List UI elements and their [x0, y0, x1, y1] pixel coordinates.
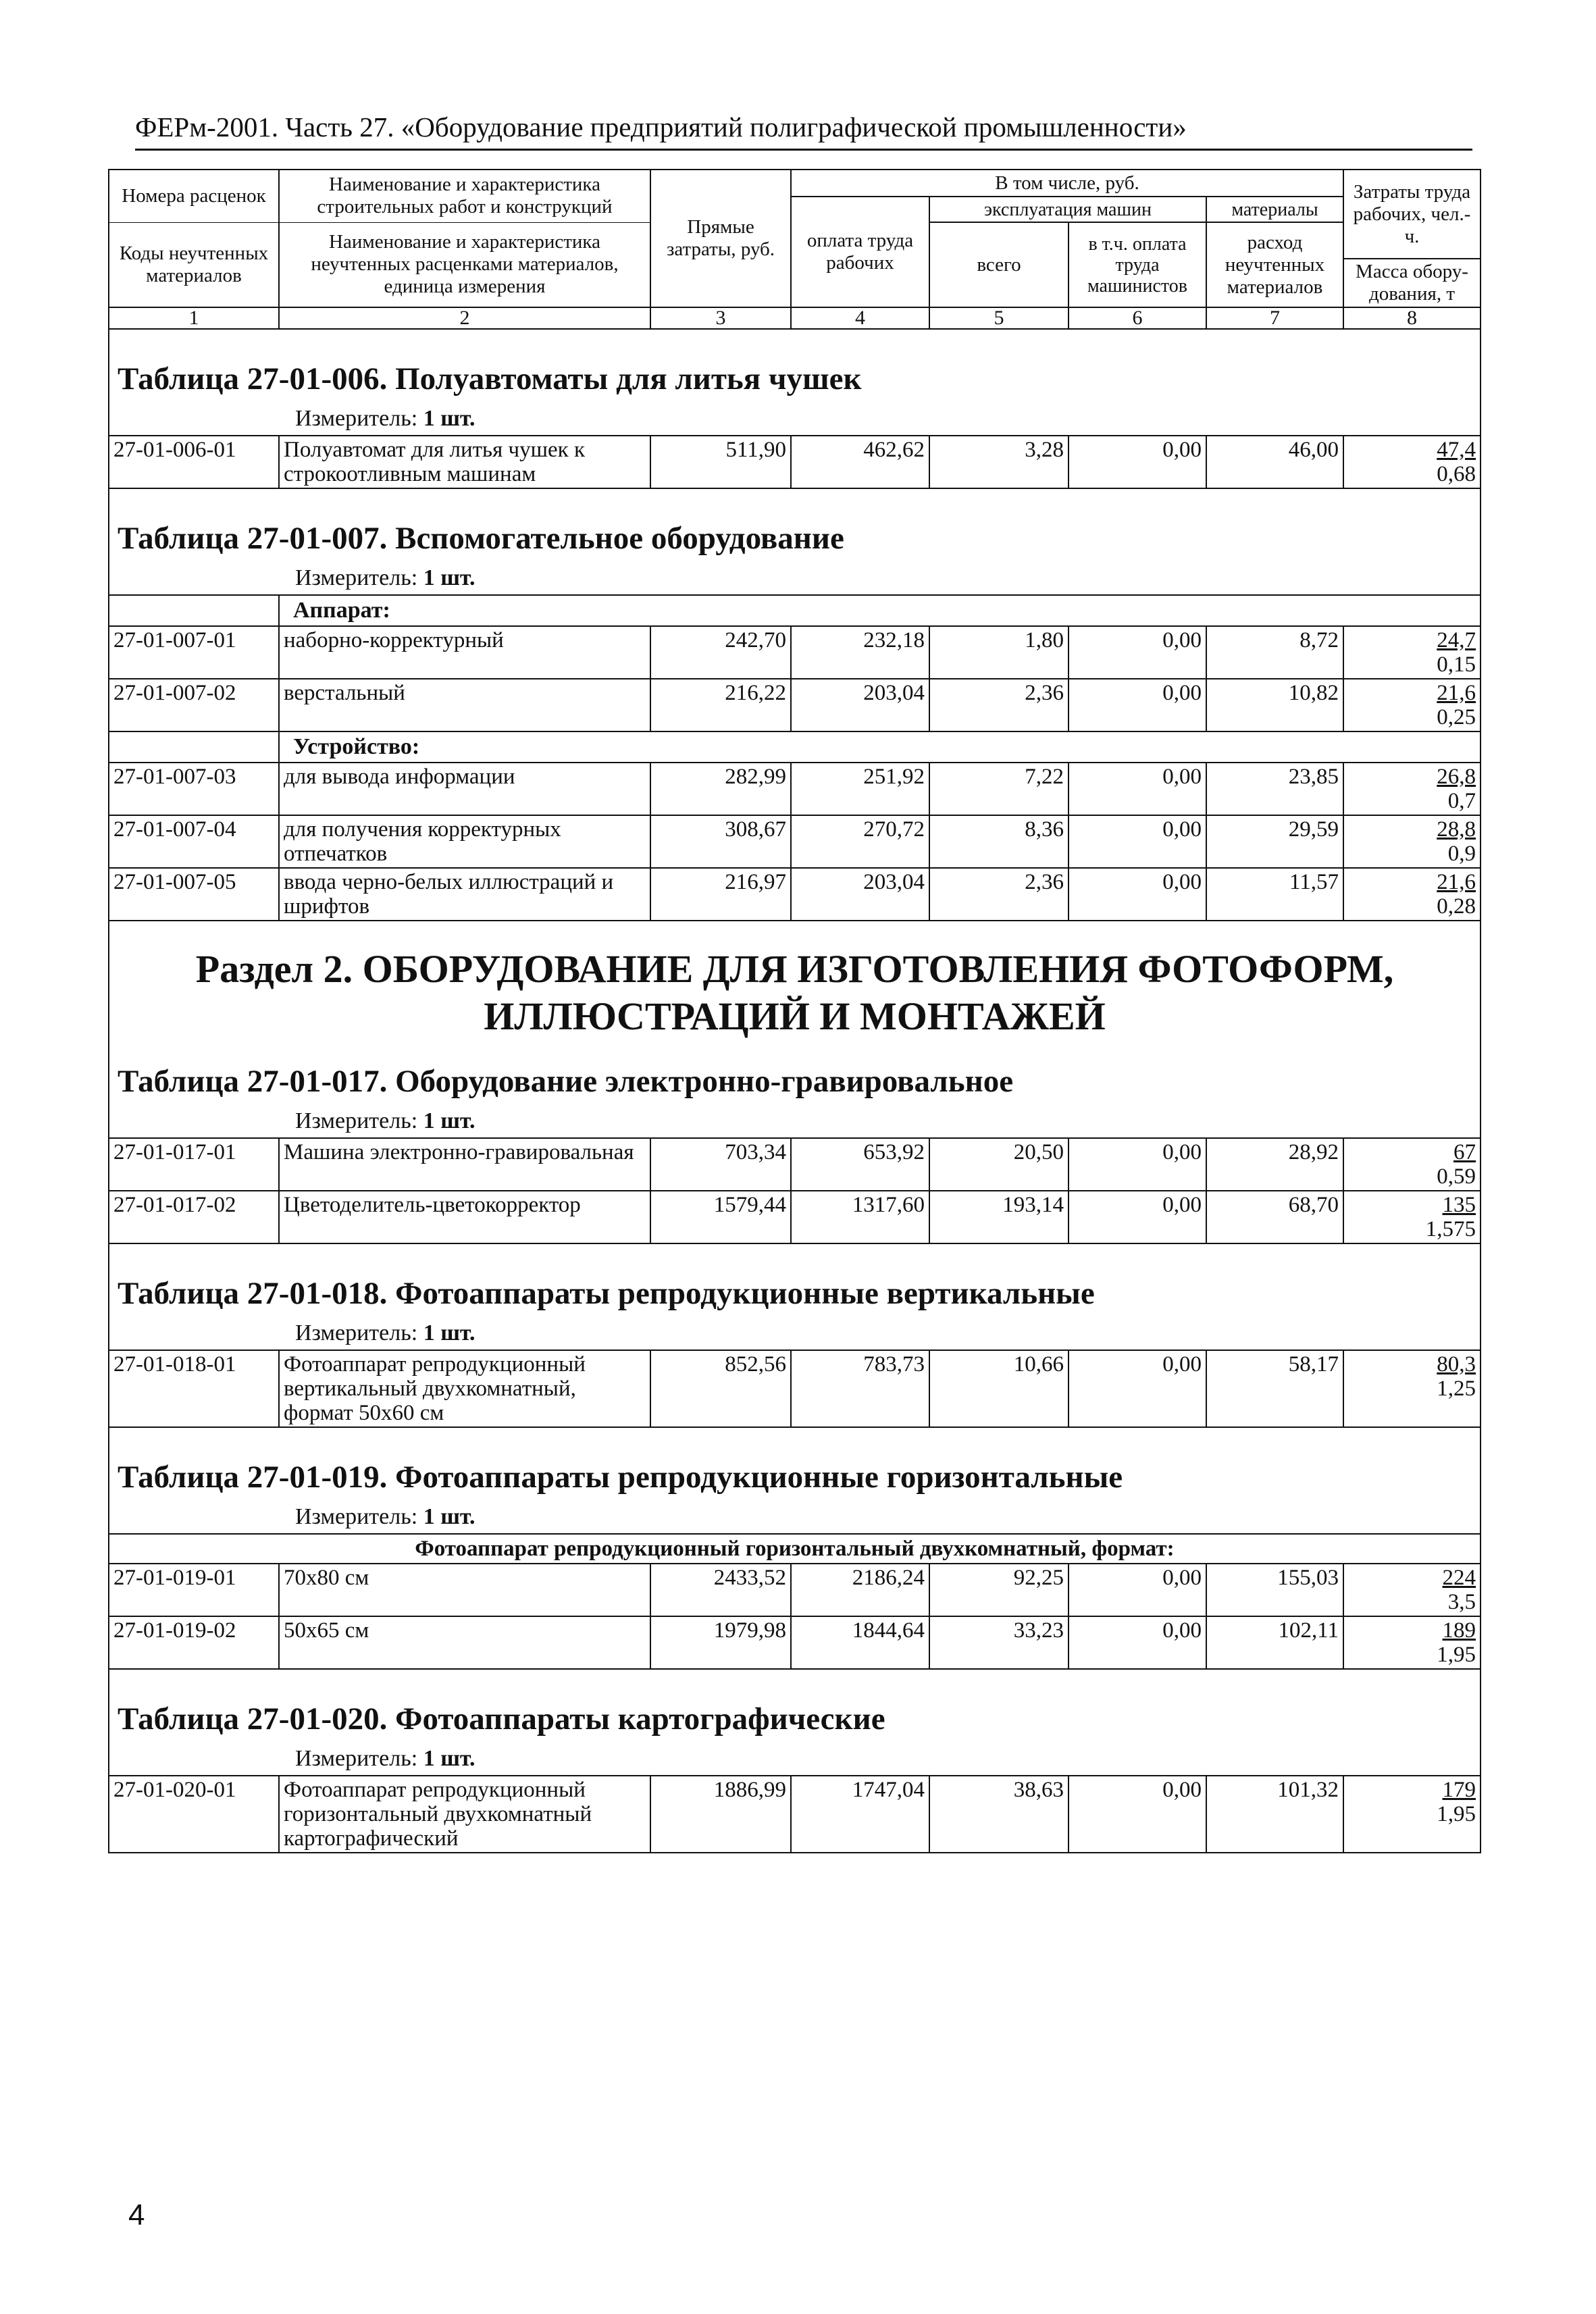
- rate-code: 27-01-007-02: [109, 679, 279, 731]
- labor-pay: 270,72: [791, 815, 929, 868]
- header-labor-hours: Затраты труда рабочих, чел.-ч.: [1343, 170, 1481, 259]
- labor-pay: 1747,04: [791, 1776, 929, 1853]
- header-labor-pay: оплата труда рабочих: [791, 197, 929, 307]
- table-title-019: Таблица 27-01-019. Фотоаппараты репродукционные горизонтальные: [109, 1427, 1481, 1503]
- machine-total: 3,28: [929, 436, 1069, 488]
- machinist-pay: 0,00: [1069, 1564, 1206, 1616]
- rate-code: 27-01-019-02: [109, 1616, 279, 1669]
- table-row: [109, 436, 1481, 488]
- machine-total: 1,80: [929, 626, 1069, 679]
- header-equipment-mass: Масса обору-дования, т: [1343, 259, 1481, 307]
- table-row: [109, 1350, 1481, 1427]
- machinist-pay: 0,00: [1069, 626, 1206, 679]
- machinist-pay: 0,00: [1069, 1776, 1206, 1853]
- materials-use: 101,32: [1206, 1776, 1343, 1853]
- header-work-name: Наименование и характеристика строительных работ и конструкций: [279, 170, 650, 222]
- labor-pay: 783,73: [791, 1350, 929, 1427]
- materials-use: 102,11: [1206, 1616, 1343, 1669]
- machine-total: 8,36: [929, 815, 1069, 868]
- measure-020: Измеритель: 1 шт.: [109, 1745, 1481, 1776]
- labor-pay: 1317,60: [791, 1191, 929, 1243]
- labor-pay: 203,04: [791, 679, 929, 731]
- header-material-codes: Коды неучтенных материалов: [109, 222, 279, 307]
- rate-code: 27-01-019-01: [109, 1564, 279, 1616]
- labor-hours-mass: 135 1,575: [1343, 1191, 1481, 1243]
- rate-code: 27-01-007-03: [109, 763, 279, 815]
- labor-pay: 203,04: [791, 868, 929, 921]
- rate-code: 27-01-018-01: [109, 1350, 279, 1427]
- work-name: Фотоаппарат репродукционный горизонтальный двухкомнатный картографический: [279, 1776, 650, 1853]
- machinist-pay: 0,00: [1069, 1350, 1206, 1427]
- col-number: 4: [791, 307, 929, 329]
- rate-code: 27-01-007-01: [109, 626, 279, 679]
- labor-hours-mass: 224 3,5: [1343, 1564, 1481, 1616]
- work-name: для вывода информации: [279, 763, 650, 815]
- header-materials-use: расход неучтенных материалов: [1206, 222, 1343, 307]
- direct-costs: 216,22: [650, 679, 791, 731]
- materials-use: 29,59: [1206, 815, 1343, 868]
- header-direct-costs: Прямые затраты, руб.: [650, 170, 791, 307]
- work-name: 50x65 см: [279, 1616, 650, 1669]
- table-row: [109, 1616, 1481, 1669]
- work-name: ввода черно-белых иллюстраций и шрифтов: [279, 868, 650, 921]
- labor-hours-mass: 80,3 1,25: [1343, 1350, 1481, 1427]
- header-material-name: Наименование и характеристика неучтенных расценками материалов, единица измерения: [279, 222, 650, 307]
- table-title-020: Таблица 27-01-020. Фотоаппараты картографические: [109, 1669, 1481, 1745]
- machine-total: 20,50: [929, 1138, 1069, 1191]
- labor-hours-mass: 21,6 0,25: [1343, 679, 1481, 731]
- measure-006: Измеритель: 1 шт.: [109, 405, 1481, 436]
- materials-use: 8,72: [1206, 626, 1343, 679]
- work-name: Фотоаппарат репродукционный вертикальный двухкомнатный, формат 50x60 см: [279, 1350, 650, 1427]
- col-number: 3: [650, 307, 791, 329]
- materials-use: 23,85: [1206, 763, 1343, 815]
- machinist-pay: 0,00: [1069, 763, 1206, 815]
- rates-table: [108, 169, 1481, 1853]
- rate-code: 27-01-017-01: [109, 1138, 279, 1191]
- direct-costs: 1579,44: [650, 1191, 791, 1243]
- direct-costs: 216,97: [650, 868, 791, 921]
- materials-use: 10,82: [1206, 679, 1343, 731]
- direct-costs: 2433,52: [650, 1564, 791, 1616]
- table-row: [109, 763, 1481, 815]
- machine-total: 33,23: [929, 1616, 1069, 1669]
- machine-total: 2,36: [929, 679, 1069, 731]
- table-title-017: Таблица 27-01-017. Оборудование электронно-гравировальное: [109, 1052, 1481, 1108]
- measure-007: Измеритель: 1 шт.: [109, 565, 1481, 595]
- machinist-pay: 0,00: [1069, 815, 1206, 868]
- rate-code: 27-01-017-02: [109, 1191, 279, 1243]
- col-number: 8: [1343, 307, 1481, 329]
- materials-use: 58,17: [1206, 1350, 1343, 1427]
- table-row: [109, 679, 1481, 731]
- labor-hours-mass: 21,6 0,28: [1343, 868, 1481, 921]
- labor-hours-mass: 24,7 0,15: [1343, 626, 1481, 679]
- machinist-pay: 0,00: [1069, 436, 1206, 488]
- table-row: [109, 1564, 1481, 1616]
- work-name: 70x80 см: [279, 1564, 650, 1616]
- work-name: Цветоделитель-цветокорректор: [279, 1191, 650, 1243]
- direct-costs: 852,56: [650, 1350, 791, 1427]
- table-title-018: Таблица 27-01-018. Фотоаппараты репродукционные вертикальные: [109, 1243, 1481, 1320]
- machinist-pay: 0,00: [1069, 1616, 1206, 1669]
- labor-hours-mass: 47,4 0,68: [1343, 436, 1481, 488]
- direct-costs: 242,70: [650, 626, 791, 679]
- machinist-pay: 0,00: [1069, 1138, 1206, 1191]
- col-number: 7: [1206, 307, 1343, 329]
- direct-costs: 703,34: [650, 1138, 791, 1191]
- machinist-pay: 0,00: [1069, 679, 1206, 731]
- labor-pay: 462,62: [791, 436, 929, 488]
- group-label-device: Устройство:: [279, 731, 1481, 763]
- machine-total: 38,63: [929, 1776, 1069, 1853]
- page-number: 4: [128, 2199, 145, 2232]
- table-row: [109, 868, 1481, 921]
- table-row: [109, 1776, 1481, 1853]
- labor-pay: 2186,24: [791, 1564, 929, 1616]
- group-blank: [109, 595, 279, 626]
- col-number: 1: [109, 307, 279, 329]
- table-row: [109, 815, 1481, 868]
- machinist-pay: 0,00: [1069, 868, 1206, 921]
- materials-use: 28,92: [1206, 1138, 1343, 1191]
- direct-costs: 1886,99: [650, 1776, 791, 1853]
- labor-pay: 653,92: [791, 1138, 929, 1191]
- work-name: для получения корректурных отпечатков: [279, 815, 650, 868]
- rate-code: 27-01-020-01: [109, 1776, 279, 1853]
- materials-use: 11,57: [1206, 868, 1343, 921]
- machine-total: 193,14: [929, 1191, 1069, 1243]
- labor-hours-mass: 189 1,95: [1343, 1616, 1481, 1669]
- col-number: 6: [1069, 307, 1206, 329]
- work-name: Машина электронно-гравировальная: [279, 1138, 650, 1191]
- header-rate-numbers: Номера расценок: [109, 170, 279, 222]
- measure-018: Измеритель: 1 шт.: [109, 1320, 1481, 1350]
- header-in-total: В том числе, руб.: [791, 170, 1343, 197]
- work-name: наборно-корректурный: [279, 626, 650, 679]
- materials-use: 46,00: [1206, 436, 1343, 488]
- direct-costs: 511,90: [650, 436, 791, 488]
- work-name: верстальный: [279, 679, 650, 731]
- work-name: Полуавтомат для литья чушек к строкоотливным машинам: [279, 436, 650, 488]
- measure-019: Измеритель: 1 шт.: [109, 1503, 1481, 1534]
- table-title-006: Таблица 27-01-006. Полуавтоматы для литья чушек: [109, 329, 1481, 405]
- machine-total: 92,25: [929, 1564, 1069, 1616]
- rate-code: 27-01-007-04: [109, 815, 279, 868]
- table-row: [109, 1138, 1481, 1191]
- labor-hours-mass: 26,8 0,7: [1343, 763, 1481, 815]
- machine-total: 2,36: [929, 868, 1069, 921]
- direct-costs: 308,67: [650, 815, 791, 868]
- measure-017: Измеритель: 1 шт.: [109, 1108, 1481, 1138]
- group-blank: [109, 731, 279, 763]
- table-row: [109, 626, 1481, 679]
- machine-total: 10,66: [929, 1350, 1069, 1427]
- table-title-007: Таблица 27-01-007. Вспомогательное оборудование: [109, 488, 1481, 565]
- group-label-apparatus: Аппарат:: [279, 595, 1481, 626]
- materials-use: 68,70: [1206, 1191, 1343, 1243]
- labor-pay: 251,92: [791, 763, 929, 815]
- rate-code: 27-01-006-01: [109, 436, 279, 488]
- machinist-pay: 0,00: [1069, 1191, 1206, 1243]
- col-number: 5: [929, 307, 1069, 329]
- machine-total: 7,22: [929, 763, 1069, 815]
- labor-hours-mass: 67 0,59: [1343, 1138, 1481, 1191]
- labor-hours-mass: 179 1,95: [1343, 1776, 1481, 1853]
- section-2-title: Раздел 2. ОБОРУДОВАНИЕ ДЛЯ ИЗГОТОВЛЕНИЯ ФОТОФОРМ, ИЛЛЮСТРАЦИЙ И МОНТАЖЕЙ: [109, 921, 1481, 1052]
- direct-costs: 1979,98: [650, 1616, 791, 1669]
- header-machine-total: всего: [929, 222, 1069, 307]
- labor-pay: 1844,64: [791, 1616, 929, 1669]
- labor-pay: 232,18: [791, 626, 929, 679]
- header-rule: [135, 149, 1472, 151]
- group-label-camera-format: Фотоаппарат репродукционный горизонтальный двухкомнатный, формат:: [109, 1534, 1481, 1564]
- page-header: ФЕРм-2001. Часть 27. «Оборудование предприятий полиграфической промышленности»: [135, 111, 1187, 143]
- header-machine-ops: эксплуатация машин: [929, 197, 1206, 222]
- labor-hours-mass: 28,8 0,9: [1343, 815, 1481, 868]
- header-materials: материалы: [1206, 197, 1343, 222]
- header-machinist-pay: в т.ч. оплата труда машинистов: [1069, 222, 1206, 307]
- col-number: 2: [279, 307, 650, 329]
- rate-code: 27-01-007-05: [109, 868, 279, 921]
- materials-use: 155,03: [1206, 1564, 1343, 1616]
- direct-costs: 282,99: [650, 763, 791, 815]
- table-row: [109, 1191, 1481, 1243]
